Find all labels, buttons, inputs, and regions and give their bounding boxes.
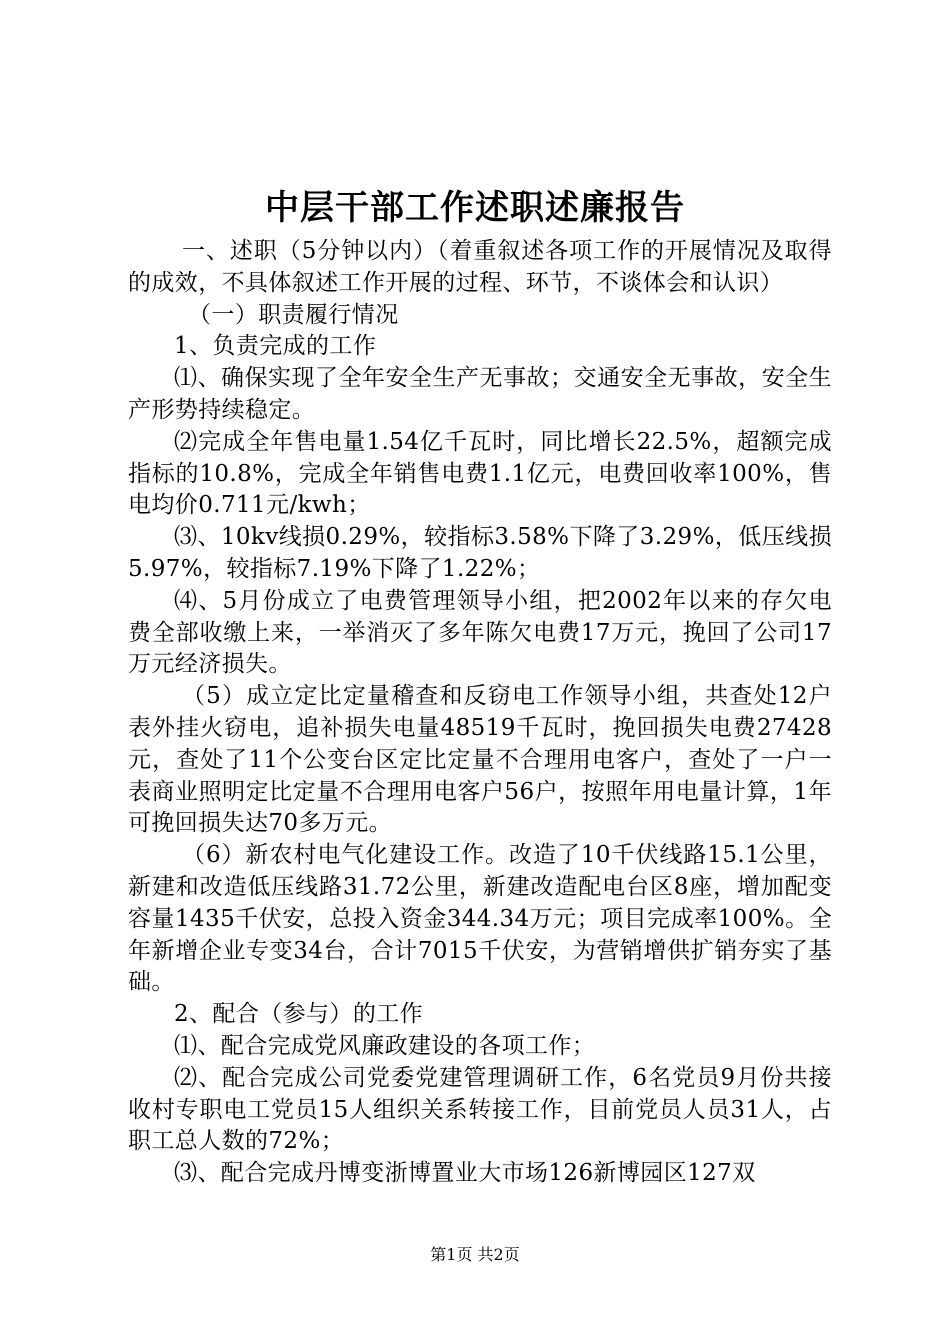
paragraph-heading-2: 2、配合（参与）的工作: [174, 1001, 424, 1028]
paragraph-coop-1: ⑴、配合完成党风廉政建设的各项工作；: [174, 1032, 596, 1059]
paragraph-subsection-1: （一）职责履行情况: [188, 301, 399, 328]
paragraph-item-4: ⑷、5月份成立了电费管理领导小组，把2002年以来的存欠电费全部收缴上来，一举消灭了多年陈欠电费17万元，挽回了公司17万元经济损失。: [128, 587, 832, 678]
paragraph-item-1: ⑴、确保实现了全年安全生产无事故；交通安全无事故，安全生产形势持续稳定。: [128, 365, 832, 423]
paragraph-coop-3: ⑶、配合完成丹博变浙博置业大市场126新博园区127双: [174, 1160, 756, 1187]
paragraph-heading-1: 1、负责完成的工作: [174, 333, 377, 360]
paragraph-item-3: ⑶、10kv线损0.29%，较指标3.58%下降了3.29%，低压线损5.97%，较指标7.19%下降了1.22%；: [128, 524, 832, 582]
page-footer: 第1页 共2页: [430, 1245, 520, 1264]
paragraph-coop-2: ⑵、配合完成公司党委党建管理调研工作，6名党员9月份共接收村专职电工党员15人组织关系转接工作，目前党员人员31人，占职工总人数的72%；: [128, 1064, 832, 1155]
paragraph-item-6: （6）新农村电气化建设工作。改造了10千伏线路15.1公里，新建和改造低压线路31.72公里，新建改造配电台区8座，增加配变容量1435千伏安，总投入资金344.34万元；项目完成率100%。全年新增企业专变34台，合计7015千伏安，为营销增供扩销夯实了基础。: [128, 842, 832, 996]
document-title: 中层干部工作述职述廉报告: [265, 188, 685, 228]
paragraph-item-2: ⑵完成全年售电量1.54亿千瓦时，同比增长22.5%，超额完成指标的10.8%，完成全年销售电费1.1亿元，电费回收率100%，售电均价0.711元/kwh；: [128, 428, 832, 519]
document-body: [128, 236, 832, 1190]
paragraph-section-1: 一、述职（5分钟以内）（着重叙述各项工作的开展情况及取得的成效，不具体叙述工作开展的过程、环节，不谈体会和认识）: [128, 238, 832, 296]
paragraph-item-5: （5）成立定比定量稽查和反窃电工作领导小组，共查处12户表外挂火窃电，追补损失电量48519千瓦时，挽回损失电费27428元，查处了11个公变台区定比定量不合理用电客户，查处了一户一表商业照明定比定量不合理用电客户56户，按照年用电量计算，1年可挽回损失达70多万元。: [128, 683, 832, 837]
